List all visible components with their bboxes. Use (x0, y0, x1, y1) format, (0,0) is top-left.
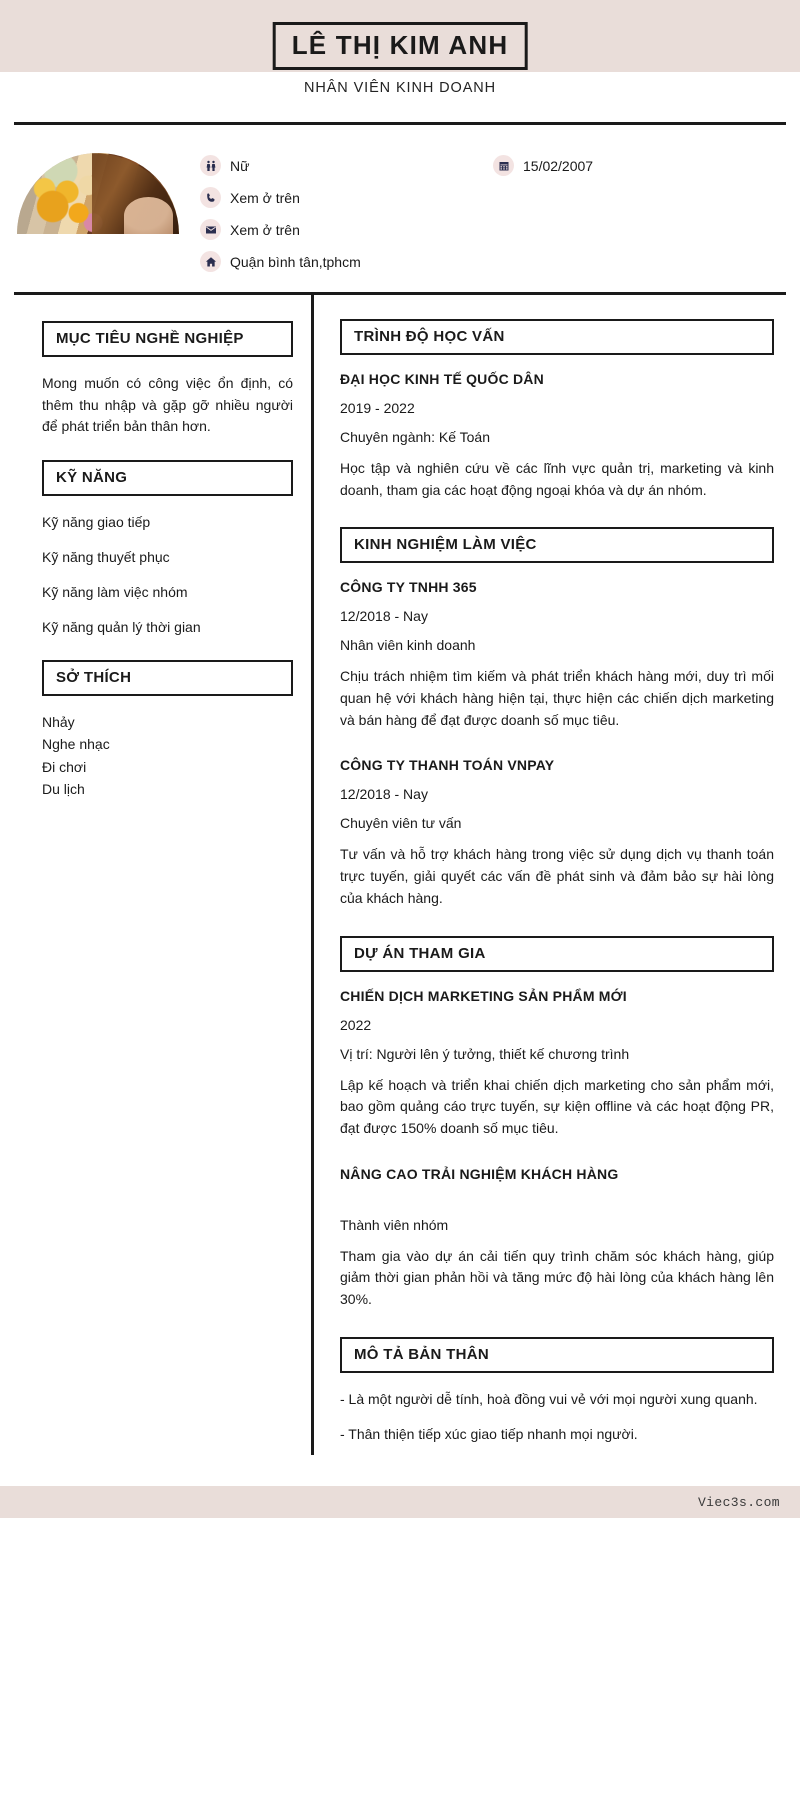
contact-block (0, 125, 800, 292)
contact-grid (200, 147, 786, 272)
home-icon (200, 251, 221, 272)
cv-body (0, 295, 800, 1460)
email-icon (200, 219, 221, 240)
contact-address-value: Quận bình tân,tphcm (230, 253, 361, 270)
candidate-name: LÊ THỊ KIM ANH (291, 30, 509, 60)
avatar-photo-face (124, 197, 173, 234)
left-column (14, 295, 314, 1455)
section-title-objective: MỤC TIÊU NGHỀ NGHIỆP (42, 321, 293, 357)
project-period: 2022 (340, 1016, 372, 1033)
skills-list (42, 512, 293, 638)
project-period-spacer (340, 1195, 774, 1217)
photo-holder (14, 147, 182, 234)
experience-description: Tư vấn và hỗ trợ khách hàng trong việc sử dụng dịch vụ thanh toán trực tuyến, giải quyết các vấn đề phát sinh và đảm bảo sự hài lòng của khách hàng. (340, 846, 774, 906)
phone-icon (200, 187, 221, 208)
section-title-projects: DỰ ÁN THAM GIA (340, 936, 774, 972)
education-major: Chuyên ngành: Kế Toán (340, 429, 490, 445)
contact-item-address (200, 251, 786, 272)
about-line: - Thân thiện tiếp xúc giao tiếp nhanh mọi người. (340, 1426, 638, 1443)
project-name: CHIẾN DỊCH MARKETING SẢN PHẨM MỚI (340, 987, 627, 1004)
list-item: Du lịch (42, 780, 85, 797)
contact-phone-value: Xem ở trên (230, 189, 300, 206)
list-item: Kỹ năng làm việc nhóm (42, 584, 188, 601)
about-line: - Là một người dễ tính, hoà đồng vui vẻ với mọi người xung quanh. (340, 1390, 758, 1407)
project-role: Thành viên nhóm (340, 1216, 449, 1233)
cv-header (0, 0, 800, 122)
footer-band (0, 1486, 800, 1518)
education-period: 2019 - 2022 (340, 400, 415, 416)
experience-period: 12/2018 - Nay (340, 608, 428, 625)
candidate-job-title: NHÂN VIÊN KINH DOANH (303, 80, 497, 96)
section-title-about: MÔ TẢ BẢN THÂN (340, 1337, 774, 1373)
calendar-icon (493, 155, 514, 176)
experience-period: 12/2018 - Nay (340, 786, 428, 803)
contact-item-phone (200, 187, 786, 208)
section-title-experience: KINH NGHIỆM LÀM VIỆC (340, 527, 774, 563)
contact-gender-value: Nữ (230, 157, 250, 174)
section-title-skills: KỸ NĂNG (42, 460, 293, 496)
list-item: Nghe nhạc (42, 736, 110, 753)
list-item: Đi chơi (42, 758, 87, 775)
objective-text: Mong muốn có công việc ổn định, có thêm thu nhập và gặp gỡ nhiều người để phát triển bản thân hơn. (42, 375, 293, 435)
project-name: NÂNG CAO TRẢI NGHIỆM KHÁCH HÀNG (340, 1165, 619, 1182)
list-item: Kỹ năng thuyết phục (42, 549, 170, 566)
experience-company: CÔNG TY THANH TOÁN VNPAY (340, 757, 555, 774)
section-title-education: TRÌNH ĐỘ HỌC VẤN (340, 319, 774, 355)
experience-company: CÔNG TY TNHH 365 (340, 579, 477, 596)
list-item: Kỹ năng giao tiếp (42, 514, 151, 531)
project-role: Vị trí: Người lên ý tưởng, thiết kế chương trình (340, 1045, 630, 1062)
contact-email-value: Xem ở trên (230, 221, 300, 238)
contact-item-gender (200, 155, 493, 176)
watermark: Viec3s.com (697, 1494, 780, 1510)
contact-item-email (200, 219, 786, 240)
section-title-hobbies: SỞ THÍCH (42, 660, 293, 696)
experience-entry (340, 579, 774, 731)
list-item: Nhảy (42, 714, 75, 731)
contact-item-birthday (493, 155, 786, 176)
right-column (314, 295, 786, 1460)
list-item: Kỹ năng quản lý thời gian (42, 619, 201, 636)
project-description: Tham gia vào dự án cải tiến quy trình chăm sóc khách hàng, giúp giảm thời gian phản hồi và tăng mức độ hài lòng của khách hàng lên 30%. (340, 1247, 774, 1307)
contact-birthday-value: 15/02/2007 (523, 157, 594, 174)
project-description: Lập kế hoạch và triển khai chiến dịch marketing cho sản phẩm mới, bao gồm quảng cáo trực tuyến, sự kiện offline và các hoạt động PR, đạt được 150% doanh số mục tiêu. (340, 1076, 774, 1136)
experience-description: Chịu trách nhiệm tìm kiếm và phát triển khách hàng mới, duy trì mối quan hệ với khách hàng hiện tại, thực hiện các chiến dịch marketing và bán hàng để đạt được doanh số mục tiêu. (340, 668, 774, 728)
experience-entry (340, 757, 774, 909)
experience-role: Chuyên viên tư vấn (340, 815, 462, 832)
project-entry (340, 1166, 774, 1311)
experience-role: Nhân viên kinh doanh (340, 637, 476, 654)
avatar (17, 153, 179, 234)
project-entry (340, 988, 774, 1140)
gender-icon (200, 155, 221, 176)
candidate-name-box (273, 22, 528, 70)
education-description: Học tập và nghiên cứu về các lĩnh vực quản trị, marketing và kinh doanh, tham gia các hoạt động ngoại khóa và dự án nhóm. (340, 460, 774, 498)
hobbies-list (42, 712, 293, 799)
education-school: ĐẠI HỌC KINH TẾ QUỐC DÂN (340, 371, 544, 387)
